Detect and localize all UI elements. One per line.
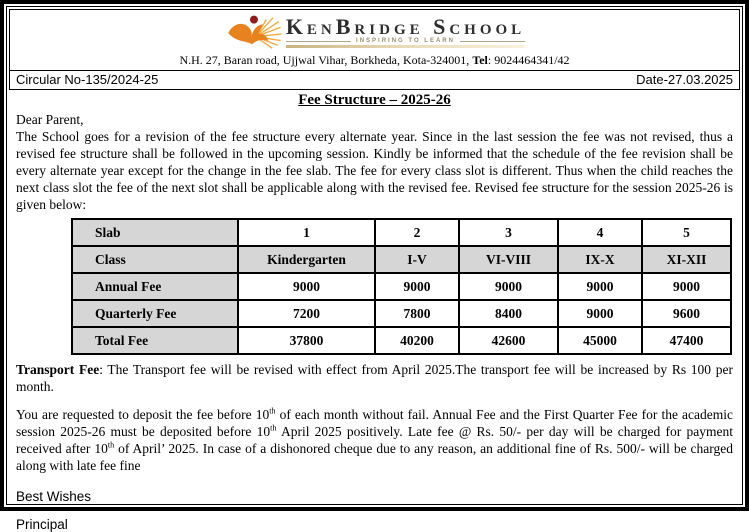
annual-fee-cell: 9000	[642, 273, 731, 300]
class-cell: IX-X	[558, 246, 642, 273]
brand-text	[286, 16, 525, 48]
salutation: Dear Parent,	[16, 112, 84, 127]
ordinal-suffix: th	[270, 423, 277, 433]
class-cell: I-V	[375, 246, 459, 273]
tagline-row	[286, 38, 525, 44]
document-body	[7, 90, 742, 532]
quarterly-fee-cell: 9600	[642, 300, 731, 327]
brand-row	[10, 12, 739, 52]
tel-number: : 9024464341/42	[487, 53, 570, 67]
deposit-text: of April’ 2025. In case of a dishonored cheque due to any reason, an additional fine of Rs. 500/- will be charged along with late fee fine	[16, 441, 733, 473]
circular-number: Circular No-135/2024-25	[16, 72, 159, 87]
quarterly-fee-cell: 9000	[558, 300, 642, 327]
circular-date: Date-27.03.2025	[636, 72, 733, 87]
intro-paragraph: The School goes for a revision of the fee structure every alternate year. Since in the last session the fee was not revised, thus a revised fee structure shall be followed in the upcoming session. Kindly be informed that the schedule of the fee revision shall be every alternate year except for the change in the fee slab. The fee for every class slot is different. Thus when the child reaches the next class slot the fee of the next slot shall be applicable along with the revised fee. Revised fee structure for the session 2025-26 is given below:	[16, 129, 733, 212]
school-tagline: INSPIRING TO LEARN	[356, 38, 455, 44]
total-fee-cell: 42600	[459, 327, 558, 354]
table-row-slab	[72, 219, 731, 246]
total-fee-cell: 47400	[642, 327, 731, 354]
deposit-text: April 2025 positively. Late fee @ Rs. 50/- per day will be charged for payment received after 10	[16, 424, 733, 456]
slab-cell: 4	[558, 219, 642, 246]
row-header-total-fee: Total Fee	[72, 327, 238, 354]
slab-cell: 5	[642, 219, 731, 246]
slab-cell: 3	[459, 219, 558, 246]
annual-fee-cell: 9000	[558, 273, 642, 300]
quarterly-fee-cell: 7800	[375, 300, 459, 327]
row-header-slab: Slab	[72, 219, 238, 246]
signature-principal: Principal	[16, 517, 68, 532]
transport-fee-text: : The Transport fee will be revised with effect from April 2025.The transport fee will be increased by Rs 100 per month.	[16, 362, 733, 394]
deposit-text: of each month without fail. Annual Fee and the First Quarter Fee for the academic session 2025-26 must be deposited before 10	[16, 407, 733, 439]
total-fee-cell: 45000	[558, 327, 642, 354]
brand-gradient-bar	[286, 45, 525, 48]
annual-fee-cell: 9000	[375, 273, 459, 300]
annual-fee-cell: 9000	[238, 273, 375, 300]
meta-row	[9, 70, 740, 90]
document-inner-frame	[6, 6, 743, 532]
table-row-class	[72, 246, 731, 273]
transport-fee-label: Transport Fee	[16, 362, 100, 377]
school-address	[10, 52, 739, 70]
ordinal-suffix: th	[269, 406, 276, 416]
school-logo-icon	[224, 12, 282, 52]
deposit-instructions-paragraph	[16, 406, 733, 474]
table-row-quarterly-fee	[72, 300, 731, 327]
class-cell: Kindergarten	[238, 246, 375, 273]
row-header-quarterly-fee: Quarterly Fee	[72, 300, 238, 327]
tagline-rule-right	[460, 41, 525, 42]
total-fee-cell: 40200	[375, 327, 459, 354]
document-title: Fee Structure – 2025-26	[298, 92, 451, 108]
closing-wishes: Best Wishes	[16, 489, 92, 504]
class-cell: XI-XII	[642, 246, 731, 273]
quarterly-fee-cell: 7200	[238, 300, 375, 327]
quarterly-fee-cell: 8400	[459, 300, 558, 327]
fee-structure-table	[71, 218, 732, 355]
address-text: N.H. 27, Baran road, Ujjwal Vihar, Borkheda, Kota-324001,	[179, 53, 473, 67]
ordinal-suffix: th	[107, 440, 115, 450]
class-cell: VI-VIII	[459, 246, 558, 273]
row-header-class: Class	[72, 246, 238, 273]
tagline-rule-left	[286, 41, 351, 42]
annual-fee-cell: 9000	[459, 273, 558, 300]
total-fee-cell: 37800	[238, 327, 375, 354]
deposit-text: You are requested to deposit the fee before 10	[16, 407, 270, 422]
tel-label: Tel	[472, 53, 488, 67]
row-header-annual-fee: Annual Fee	[72, 273, 238, 300]
slab-cell: 1	[238, 219, 375, 246]
table-row-annual-fee	[72, 273, 731, 300]
slab-cell: 2	[375, 219, 459, 246]
transport-fee-paragraph	[16, 361, 733, 395]
school-name: KenBridge School	[285, 14, 526, 39]
table-row-total-fee	[72, 327, 731, 354]
letterhead	[9, 9, 740, 70]
